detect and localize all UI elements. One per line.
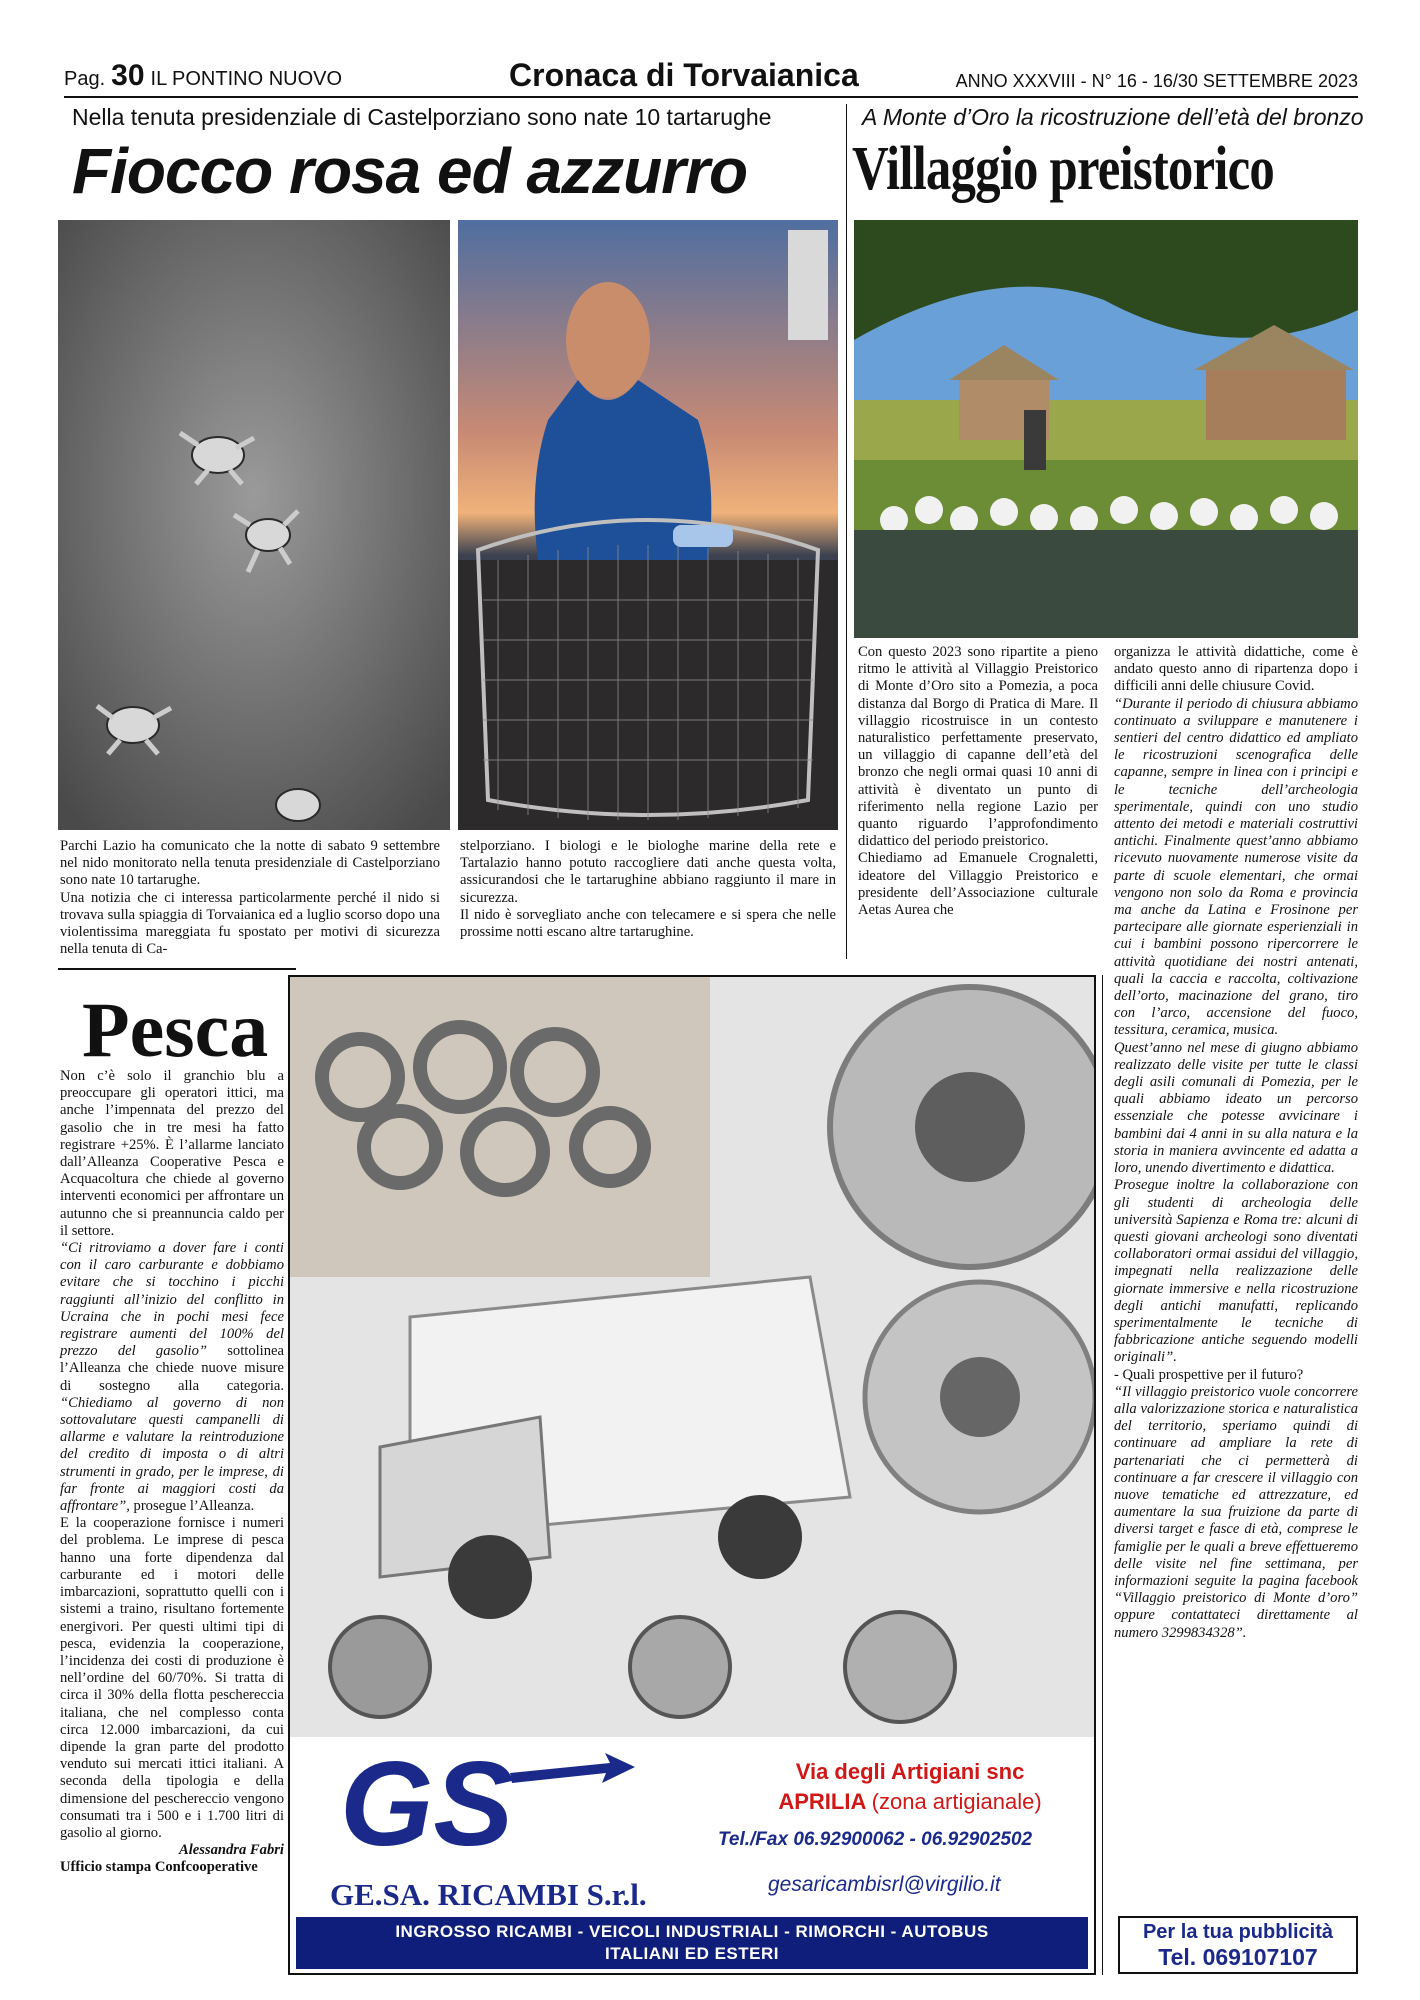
banner-line: ITALIANI ED ESTERI	[605, 1944, 779, 1963]
advertising-phone: Tel. 069107107	[1158, 1944, 1318, 1970]
page-number: 30	[111, 59, 145, 92]
advert-banner	[296, 1917, 1088, 1969]
paper-name: IL PONTINO NUOVO	[150, 68, 343, 90]
article1-paragraph: Una notizia che ci interessa particolarmente perché il nido si trovava sulla spiaggia di Torvaianica ed a luglio scorso dopo una violentissima mareggiata fu spostato per motivi di sicurezza nella tenuta di Ca-	[60, 889, 440, 958]
article1-paragraph: stelporziano. I biologi e le biologhe marine della rete e Tartalazio hanno potuto raccogliere dati anche questa volta, assicurandosi che le tartarughine abbiano raggiunto il mare in sicurezza.	[460, 838, 836, 906]
column-separator	[1102, 975, 1103, 1975]
article2-paragraph: Con questo 2023 sono ripartite a pieno ritmo le attività al Villaggio Preistorico di Monte d’Oro sito a Pomezia, a poca distanza dal Borgo di Pratica di Mare. Il villaggio ricostruisce in un contesto naturalistico perfettamente preservato, un villaggio di capanne dell’età del bronzo che negli ormai quasi 10 anni di attività è diventato un punto di riferimento nella regione Lazio per quanto riguardo l’approfondimento didattico del periodo preistorico.	[858, 644, 1098, 850]
article2-quote: “Durante il periodo di chiusura abbiamo continuato a sviluppare e manutenere i sentieri del centro didattico ed ampliato le ricostruzioni scenografica delle capanne, sempre in linea con i principi e le tecniche dell’archeologia sperimentale, quindi con uno studio attento dei metodi e materiali costruttivi antichi. Finalmente quest’anno abbiamo ricevuto nuovamente numerose visite da parte di scuole elementari, che ormai vengono non solo da Roma e provincia ma anche da Latina e Frosinone per partecipare alle giornate esperienziali in cui i bambini possono ripercorrere le attività quotidiane dei nostri antenati, quali la caccia e raccolta, coltivazione dell’orto, macinazione del grano, tiro con l’arco, accensione del fuoco, tessitura, ceramica, musica.	[1114, 695, 1358, 1039]
advert-email[interactable]: gesaricambisrl@virgilio.it	[768, 1873, 1001, 1896]
article3-paragraph: Non c’è solo il granchio blu a preoccupare gli operatori ittici, ma anche l’impennata del prezzo del gasolio che in tre mesi ha fatto registrare +25%. È l’allarme lanciato dall’Alleanza Cooperative Pesca e Acquacoltura che chiede al governo interventi economici per affrontare un autunno che si preannuncia caldo per il settore.	[60, 1068, 284, 1239]
article2-column-2	[1114, 644, 1358, 1642]
article3-text: sottolinea l’Alleanza che chiede nuove misure di sostegno alla categoria.	[60, 1343, 284, 1394]
advert-phone: Tel./Fax 06.92900062 - 06.92902502	[718, 1829, 1033, 1850]
divider	[58, 968, 296, 970]
article2-question: - Quali prospettive per il futuro?	[1114, 1366, 1304, 1383]
article3-title: Pesca	[82, 986, 269, 1073]
advert-footer	[290, 1737, 1094, 1973]
column-separator	[846, 104, 847, 959]
header-left	[64, 59, 342, 93]
article2-kicker: A Monte d’Oro la ricostruzione dell’età del bronzo	[862, 104, 1364, 130]
article3-quote: “Ci ritroviamo a dover fare i conti con il caro carburante e dobbiamo evitare che si tocchino i picchi raggiunti all’inizio del conflitto in Ucraina che in pochi mesi fece registrare aumenti del 100% del prezzo del gasolio”	[60, 1240, 284, 1360]
article2-paragraph: organizza le attività didattiche, come è andato questo anno di ripartenza dopo i difficili anni delle chiusure Covid.	[1114, 644, 1358, 695]
advert-city: APRILIA	[778, 1789, 866, 1814]
article2-quote: Prosegue inoltre la collaborazione con gli studenti di archeologia delle università Sapienza e Roma tre: alcuni di questi giovani archeologi sono diventati collaboratori ormai assidui del villaggio, impegnati nella realizzazione delle giornate immersive e nella ricostruzione degli antichi manufatti, replicando sperimentalmente le tecniche di fabbricazione antiche seguendo modelli originali”.	[1114, 1177, 1358, 1366]
article3-paragraph: E la cooperazione fornisce i numeri del problema. Le imprese di pesca hanno una forte dipendenza dal carburante ed i motori delle imbarcazioni, soprattutto quelli con i sistemi a traino, risultano fortemente energivori. Per questi ultimi tipi di pesca, evidenzia la cooperazione, l’incidenza dei costi di produzione è nell’ordine del 60/70%. Si tratta di circa il 30% della flotta peschereccia italiana, che nel complesso conta circa 12.000 imbarcazioni, da cui dipende la gran parte del prodotto venduto sui mercati ittici italiani. A seconda della tipologia e della dimensione del peschereccio vengono consumati tra i 500 e i 1.700 litri di gasolio al giorno.	[60, 1515, 284, 1841]
article2-quote: Quest’anno nel mese di giugno abbiamo realizzato delle visite per tutte le classi degli asili comunali di Pomezia, per le quali abbiamo ideato un percorso essenziale che potesse avvicinare i bambini dai 4 anni in su alla natura e la storia in maniera avvincente ed adatta a loro, unendo divertimento e didattica.	[1114, 1039, 1358, 1177]
gs-logo	[330, 1745, 640, 1865]
article1-column-1	[60, 838, 440, 958]
auto-parts-illustration	[290, 977, 1094, 1737]
village-photo	[854, 220, 1358, 638]
article3-text: prosegue l’Alleanza.	[129, 1498, 255, 1515]
article1-title: Fiocco rosa ed azzurro	[72, 135, 748, 207]
logo-text: GS	[340, 1745, 514, 1865]
advert-company: GE.SA. RICAMBI S.r.l.	[330, 1877, 647, 1912]
advert-street: Via degli Artigiani snc	[795, 1759, 1025, 1784]
article2-column-1	[858, 644, 1098, 919]
advertising-box	[1118, 1916, 1358, 1974]
advert-address	[760, 1757, 1060, 1817]
advertising-line: Per la tua pubblicità	[1142, 1921, 1334, 1943]
article2-quote: “Il villaggio preistorico vuole concorrere alla valorizzazione storica e naturalistica del territorio, speriamo quindi di continuare ad ampliare la rete di partenariati che ci permetterà di continuare a far crescere il villaggio con nuove tematiche ed attrezzature, ed aumentare la sua fruizione da parte di diversi target e fasce di età, comprese le famiglie per le quali a breve effettueremo delle visite nel fine settimana, per informazioni seguite la pagina facebook “Villaggio preistorico di Monte d’oro” oppure contattateci direttamente al numero 3299834328”.	[1114, 1383, 1358, 1641]
biologist-photo	[458, 220, 838, 830]
article3-author: Alessandra Fabri	[178, 1842, 284, 1859]
turtle-hatchlings-photo	[58, 220, 450, 830]
gesa-ricambi-advert[interactable]	[288, 975, 1096, 1975]
article1-paragraph: Il nido è sorvegliato anche con telecamere e si spera che nelle prossime notti escano altre tartarughine.	[460, 906, 836, 941]
page-header	[64, 57, 1358, 98]
article1-kicker: Nella tenuta presidenziale di Castelporziano sono nate 10 tartarughe	[72, 104, 772, 130]
article1-paragraph: Parchi Lazio ha comunicato che la notte di sabato 9 settembre nel nido monitorato nella tenuta presidenziale di Castelporziano sono nate 10 tartarughe.	[60, 838, 440, 889]
article2-paragraph: Chiediamo ad Emanuele Crognaletti, ideatore del Villaggio Preistorico e presidente dell’Associazione culturale Aetas Aurea che	[858, 850, 1098, 919]
pag-label: Pag.	[64, 68, 106, 90]
article3-office: Ufficio stampa Confcooperative	[60, 1859, 258, 1876]
article2-title: Villaggio preistorico	[852, 135, 1274, 203]
section-title: Cronaca di Torvaianica	[509, 57, 859, 93]
article1-column-2	[460, 838, 836, 941]
banner-line: INGROSSO RICAMBI - VEICOLI INDUSTRIALI - RIMORCHI - AUTOBUS	[395, 1922, 989, 1941]
issue-info: ANNO XXXVIII - N° 16 - 16/30 SETTEMBRE 2023	[955, 71, 1358, 91]
article3-quote: “Chiediamo al governo di non sottovalutare questi campanelli di allarme e valutare la reintroduzione del credito di imposta o di altri strumenti in grado, per le imprese, di far fronte ai maggiori costi da affrontare”,	[60, 1394, 284, 1515]
advert-zone: (zona artigianale)	[871, 1789, 1042, 1814]
article3-column	[60, 1068, 284, 1877]
